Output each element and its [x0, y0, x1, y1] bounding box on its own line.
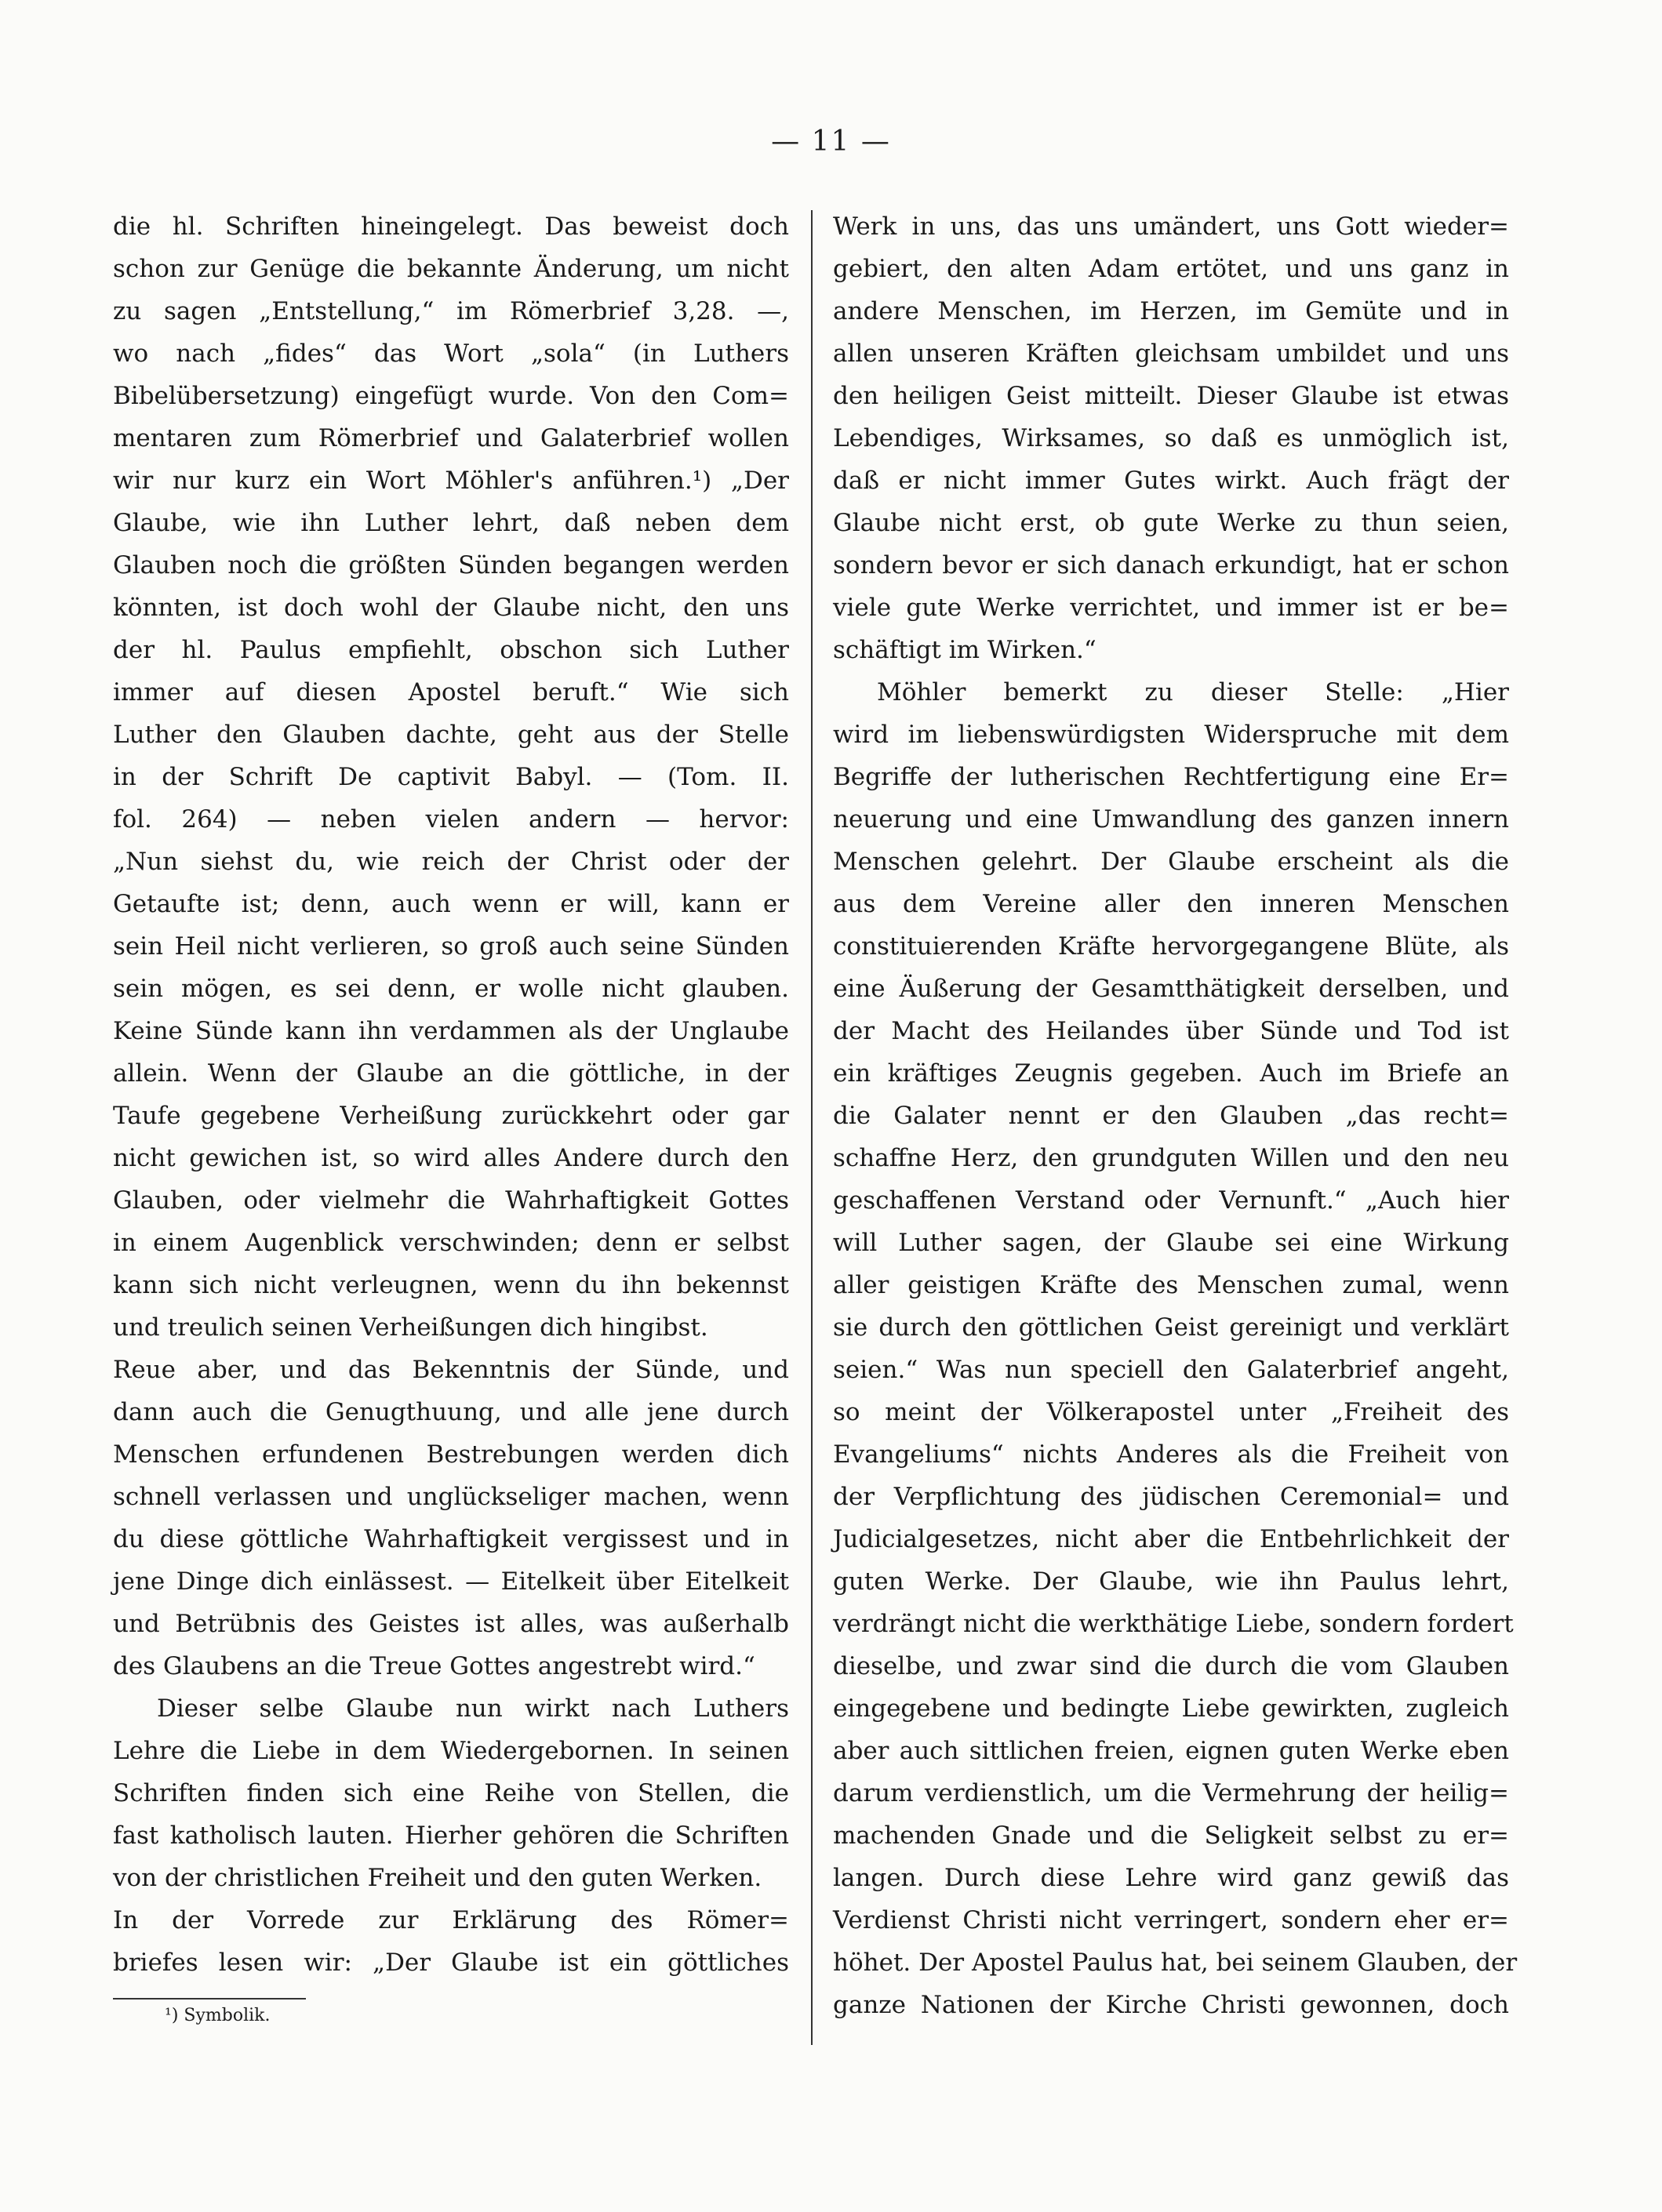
- text-line: dann auch die Genugthuung, und alle jene durch: [113, 1398, 789, 1426]
- text-line: von der christlichen Freiheit und den guten Werken.: [113, 1864, 762, 1892]
- text-line: dieselbe, und zwar sind die durch die vom Glauben: [833, 1652, 1509, 1680]
- text-line: „Nun siehst du, wie reich der Christ oder der: [113, 848, 789, 876]
- text-line: Taufe gegebene Verheißung zurückkehrt oder gar: [113, 1102, 789, 1130]
- text-line: eingegebene und bedingte Liebe gewirkten, zugleich: [833, 1694, 1509, 1723]
- text-line: zu sagen „Entstellung,“ im Römerbrief 3,28. —,: [113, 297, 789, 325]
- text-line: geschaffenen Verstand oder Vernunft.“ „Auch hier: [833, 1186, 1509, 1215]
- page-number: — 11 —: [771, 125, 891, 158]
- text-line: sie durch den göttlichen Geist gereinigt und verklärt: [833, 1313, 1509, 1342]
- text-line: Getaufte ist; denn, auch wenn er will, kann er: [113, 890, 789, 918]
- text-line: allein. Wenn der Glaube an die göttliche, in der: [113, 1059, 789, 1088]
- text-line: machenden Gnade und die Seligkeit selbst zu er=: [833, 1822, 1509, 1850]
- text-line: aus dem Vereine aller den inneren Menschen: [833, 890, 1509, 918]
- text-line: aller geistigen Kräfte des Menschen zumal, wenn: [833, 1271, 1509, 1299]
- text-line: andere Menschen, im Herzen, im Gemüte und in: [833, 297, 1509, 325]
- text-line: daß er nicht immer Gutes wirkt. Auch frägt der: [833, 467, 1509, 495]
- text-line: des Glaubens an die Treue Gottes angestrebt wird.“: [113, 1652, 755, 1680]
- text-line: gebiert, den alten Adam ertötet, und uns ganz in: [833, 255, 1509, 283]
- text-line: viele gute Werke verrichtet, und immer ist er be=: [833, 594, 1509, 622]
- right-text-column: [833, 205, 1518, 2026]
- text-line: darum verdienstlich, um die Vermehrung der heilig=: [833, 1779, 1509, 1807]
- text-line: Glauben noch die größten Sünden begangen werden: [113, 551, 789, 579]
- text-line: der hl. Paulus empfiehlt, obschon sich Luther: [113, 636, 789, 664]
- text-line: In der Vorrede zur Erklärung des Römer=: [113, 1906, 789, 1934]
- text-line: der Verpflichtung des jüdischen Ceremonial= und: [833, 1483, 1509, 1511]
- text-line: Werk in uns, das uns umändert, uns Gott wieder=: [833, 212, 1509, 241]
- text-line: wo nach „fides“ das Wort „sola“ (in Luthers: [113, 340, 789, 368]
- text-line: schaffne Herz, den grundguten Willen und den neu: [833, 1144, 1509, 1172]
- text-line: verdrängt nicht die werkthätige Liebe, sondern fordert: [833, 1610, 1514, 1638]
- text-line: die Galater nennt er den Glauben „das recht=: [833, 1102, 1509, 1130]
- text-line: könnten, ist doch wohl der Glaube nicht, den uns: [113, 594, 789, 622]
- text-line: Luther den Glauben dachte, geht aus der Stelle: [113, 721, 789, 749]
- text-line: Menschen gelehrt. Der Glaube erscheint als die: [833, 848, 1509, 876]
- text-line: allen unseren Kräften gleichsam umbildet und uns: [833, 340, 1509, 368]
- text-line: Menschen erfundenen Bestrebungen werden dich: [113, 1440, 789, 1469]
- text-line: ein kräftiges Zeugnis gegeben. Auch im Briefe an: [833, 1059, 1509, 1088]
- text-line: Judicialgesetzes, nicht aber die Entbehrlichkeit der: [833, 1525, 1509, 1553]
- text-line: briefes lesen wir: „Der Glaube ist ein göttliches: [113, 1949, 789, 1977]
- text-line: aber auch sittlichen freien, eignen guten Werke eben: [833, 1737, 1509, 1765]
- text-line: eine Äußerung der Gesamtthätigkeit derselben, und: [833, 975, 1509, 1003]
- text-line: will Luther sagen, der Glaube sei eine Wirkung: [833, 1229, 1509, 1257]
- text-line: Dieser selbe Glaube nun wirkt nach Luthers: [157, 1694, 789, 1723]
- text-line: seien.“ Was nun speciell den Galaterbrief angeht,: [833, 1356, 1509, 1384]
- text-line: Reue aber, und das Bekenntnis der Sünde, und: [113, 1356, 789, 1384]
- text-line: schäftigt im Wirken.“: [833, 636, 1096, 664]
- text-line: Glaube, wie ihn Luther lehrt, daß neben dem: [113, 509, 789, 537]
- text-line: sein Heil nicht verlieren, so groß auch seine Sünden: [113, 932, 789, 961]
- text-line: neuerung und eine Umwandlung des ganzen innern: [833, 805, 1509, 834]
- text-line: Bibelübersetzung) eingefügt wurde. Von den Com=: [113, 382, 789, 410]
- text-line: Lehre die Liebe in dem Wiedergebornen. In seinen: [113, 1737, 789, 1765]
- left-text-column: [113, 205, 789, 1984]
- text-line: in einem Augenblick verschwinden; denn er selbst: [113, 1229, 789, 1257]
- text-line: und treulich seinen Verheißungen dich hingibst.: [113, 1313, 708, 1342]
- text-line: mentaren zum Römerbrief und Galaterbrief wollen: [113, 424, 789, 452]
- text-line: Verdienst Christi nicht verringert, sondern eher er=: [833, 1906, 1509, 1934]
- text-line: Evangeliums“ nichts Anderes als die Freiheit von: [833, 1440, 1509, 1469]
- text-line: den heiligen Geist mitteilt. Dieser Glaube ist etwas: [833, 382, 1509, 410]
- text-line: in der Schrift De captivit Babyl. — (Tom. II.: [113, 763, 789, 791]
- text-line: schnell verlassen und unglückseliger machen, wenn: [113, 1483, 789, 1511]
- text-line: der Macht des Heilandes über Sünde und Tod ist: [833, 1017, 1509, 1045]
- text-line: wird im liebenswürdigsten Widerspruche mit dem: [833, 721, 1509, 749]
- text-line: ganze Nationen der Kirche Christi gewonnen, doch: [833, 1991, 1509, 2019]
- text-line: Schriften finden sich eine Reihe von Stellen, die: [113, 1779, 789, 1807]
- text-line: guten Werke. Der Glaube, wie ihn Paulus lehrt,: [833, 1567, 1509, 1596]
- text-line: so meint der Völkerapostel unter „Freiheit des: [833, 1398, 1509, 1426]
- text-line: Begriffe der lutherischen Rechtfertigung eine Er=: [833, 763, 1509, 791]
- text-line: sein mögen, es sei denn, er wolle nicht glauben.: [113, 975, 789, 1003]
- text-line: Glauben, oder vielmehr die Wahrhaftigkeit Gottes: [113, 1186, 789, 1215]
- text-line: Möhler bemerkt zu dieser Stelle: „Hier: [877, 678, 1509, 706]
- text-line: Glaube nicht erst, ob gute Werke zu thun seien,: [833, 509, 1509, 537]
- text-line: fol. 264) — neben vielen andern — hervor:: [113, 805, 789, 834]
- footnote: ¹) Symbolik.: [165, 2006, 271, 2025]
- text-line: fast katholisch lauten. Hierher gehören die Schriften: [113, 1822, 789, 1850]
- text-line: Lebendiges, Wirksames, so daß es unmöglich ist,: [833, 424, 1509, 452]
- text-line: jene Dinge dich einlässest. — Eitelkeit über Eitelkeit: [113, 1567, 789, 1596]
- text-line: du diese göttliche Wahrhaftigkeit vergissest und in: [113, 1525, 789, 1553]
- text-line: höhet. Der Apostel Paulus hat, bei seinem Glauben, der: [833, 1949, 1518, 1977]
- text-line: langen. Durch diese Lehre wird ganz gewiß das: [833, 1864, 1509, 1892]
- text-line: die hl. Schriften hineingelegt. Das beweist doch: [113, 212, 789, 241]
- text-line: und Betrübnis des Geistes ist alles, was außerhalb: [113, 1610, 789, 1638]
- text-line: constituierenden Kräfte hervorgegangene Blüte, als: [833, 932, 1509, 961]
- text-line: kann sich nicht verleugnen, wenn du ihn bekennst: [113, 1271, 789, 1299]
- footnote-divider: [113, 1998, 306, 2000]
- text-line: nicht gewichen ist, so wird alles Andere durch den: [113, 1144, 789, 1172]
- text-line: wir nur kurz ein Wort Möhler's anführen.¹) „Der: [113, 467, 789, 495]
- text-line: sondern bevor er sich danach erkundigt, hat er schon: [833, 551, 1509, 579]
- text-line: Keine Sünde kann ihn verdammen als der Unglaube: [113, 1017, 789, 1045]
- text-line: immer auf diesen Apostel beruft.“ Wie sich: [113, 678, 789, 706]
- text-line: schon zur Genüge die bekannte Änderung, um nicht: [113, 255, 789, 283]
- column-divider: [811, 210, 813, 2045]
